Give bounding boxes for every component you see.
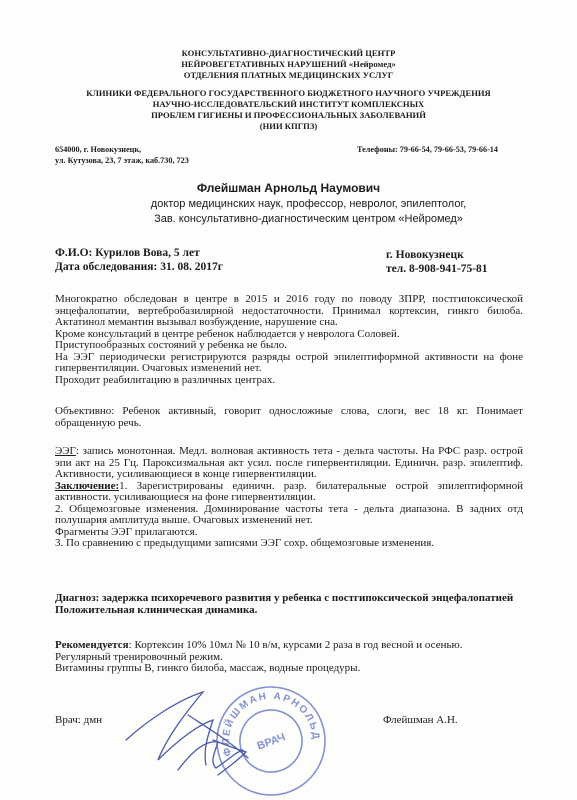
recommendations bbox=[55, 640, 535, 675]
patient-fio: Ф.И.О: Курилов Вова, 5 лет bbox=[55, 247, 200, 259]
center-name-line3: ОТДЕЛЕНИЯ ПЛАТНЫХ МЕДИЦИНСКИХ УСЛУГ bbox=[183, 70, 394, 80]
conclusion-3: 3. По сравнению с предыдущими записями ЭЭГ сохр. общемозговые изменения. bbox=[55, 537, 435, 549]
phones: Телефоны: 79-66-54, 79-66-53, 79-66-14 bbox=[357, 145, 498, 154]
conclusion-1: 1. Зарегистрированы единичн. разр. билатеральные острой эпилептиформной активности. усиливающиеся на фоне гипервентиляции. bbox=[55, 479, 523, 503]
doctor-signature-name: Флейшман А.Н. bbox=[383, 714, 458, 726]
doctor-label: Врач: дмн bbox=[55, 714, 103, 726]
doctor-title: доктор медицинских наук, профессор, невролог, эпилептолог, bbox=[150, 198, 467, 210]
anamnesis-p4: На ЭЭГ периодически регистрируются разряды острой эпилептиформной активности на фоне гипервентиляции. Очаговых изменений нет. bbox=[55, 350, 523, 374]
clinic-name-line1: КЛИНИКИ ФЕДЕРАЛЬНОГО ГОСУДАРСТВЕННОГО БЮДЖЕТНОГО НАУЧНОГО УЧРЕЖДЕНИЯ bbox=[86, 88, 491, 98]
anamnesis bbox=[55, 294, 523, 386]
stamp-center-text: ВРАЧ bbox=[255, 731, 288, 753]
conclusion-2: 2. Общемозговые изменения. Доминирование частоты тета - дельта диапазона. В задних отд полушария амплитуда выше. Очаговых изменений нет. bbox=[55, 502, 523, 526]
anamnesis-p2: Кроме консультаций в центре ребенок наблюдается у невролога Соловей. bbox=[55, 327, 400, 340]
diagnosis-line2: Положительная клиническая динамика. bbox=[55, 603, 258, 616]
doctor-position: Зав. консультативно-диагностическим центром «Нейромед» bbox=[154, 213, 463, 225]
center-name-line2: НЕЙРОВЕГЕТАТИВНЫХ НАРУШЕНИЙ «Нейромед» bbox=[181, 59, 396, 69]
diagnosis-line1: Диагноз: задержка психоречевого развития у ребенка с постгипоксической энцефалопатией bbox=[55, 592, 514, 604]
recommendation-1: : Кортексин 10% 10мл № 10 в/м, курсами 2 раза в год весной и осенью. bbox=[128, 639, 463, 651]
eeg-block bbox=[55, 446, 523, 550]
doctor-name: Флейшман Арнольд Наумович bbox=[196, 181, 381, 195]
handwritten-signature bbox=[118, 680, 293, 785]
recommendation-2: Регулярный тренировочный режим. bbox=[55, 650, 223, 663]
eeg-fragments: Фрагменты ЭЭГ прилагаются. bbox=[55, 525, 198, 538]
center-name-line1: КОНСУЛЬТАТИВНО-ДИАГНОСТИЧЕСКИЙ ЦЕНТР bbox=[181, 48, 396, 58]
clinic-name-line2: НАУЧНО-ИССЛЕДОВАТЕЛЬСКИЙ ИНСТИТУТ КОМПЛЕКСНЫХ bbox=[152, 99, 425, 109]
diagnosis bbox=[55, 593, 535, 616]
recommendation-3: Витамины группы В, гинкго билоба, массаж, водные процедуры. bbox=[55, 662, 361, 674]
objective: Объективно: Ребенок активный, говорит односложные слова, слоги, вес 18 кг. Понимает обращенную речь. bbox=[55, 405, 523, 429]
clinic-name-line4: (НИИ КПГПЗ) bbox=[259, 121, 318, 131]
recommendations-label: Рекомендуется bbox=[55, 639, 129, 651]
patient-phone: тел. 8-908-941-75-81 bbox=[386, 263, 488, 275]
conclusion-label: Заключение: bbox=[55, 479, 120, 492]
eeg-text: : запись монотонная. Медл. волновая активность тета - дельта частоты. На РФС разр. острой эпи акт на 25 Гц. Пароксизмальная акт усил. после гипервентиляции. Единичн. разр. эпилептиф. Активности, усиливающиеся в конце гипервентиляции. bbox=[55, 445, 523, 480]
address-line1: 654000, г. Новокузнецк, bbox=[55, 145, 142, 154]
stamp-ring-text: ФЛЕЙШМАН АРНОЛЬД bbox=[220, 690, 322, 758]
clinic-name-line3: ПРОБЛЕМ ГИГИЕНЫ И ПРОФЕССИОНАЛЬНЫХ ЗАБОЛЕВАНИЙ bbox=[151, 110, 426, 120]
anamnesis-p3: Приступообразных состояний у ребенка не было. bbox=[55, 339, 287, 351]
patient-city: г. Новокузнецк bbox=[386, 249, 464, 261]
anamnesis-p5: Проходит реабилитацию в различных центрах. bbox=[55, 373, 276, 386]
eeg-label: ЭЭГ bbox=[55, 445, 76, 457]
exam-date: Дата обследования: 31. 08. 2017г bbox=[55, 261, 223, 273]
anamnesis-p1: Многократно обследован в центре в 2015 и 2016 году по поводу ЗПРР, постгипоксической энцефалопатии, вертебробазилярной недостаточности. Принимал кортексин, гинкго билоба. Актатинол мемантин вызывал возбуждение, нарушение сна. bbox=[55, 293, 523, 328]
address-line2: ул. Кутузова, 23, 7 этаж, каб.730, 723 bbox=[55, 156, 189, 165]
